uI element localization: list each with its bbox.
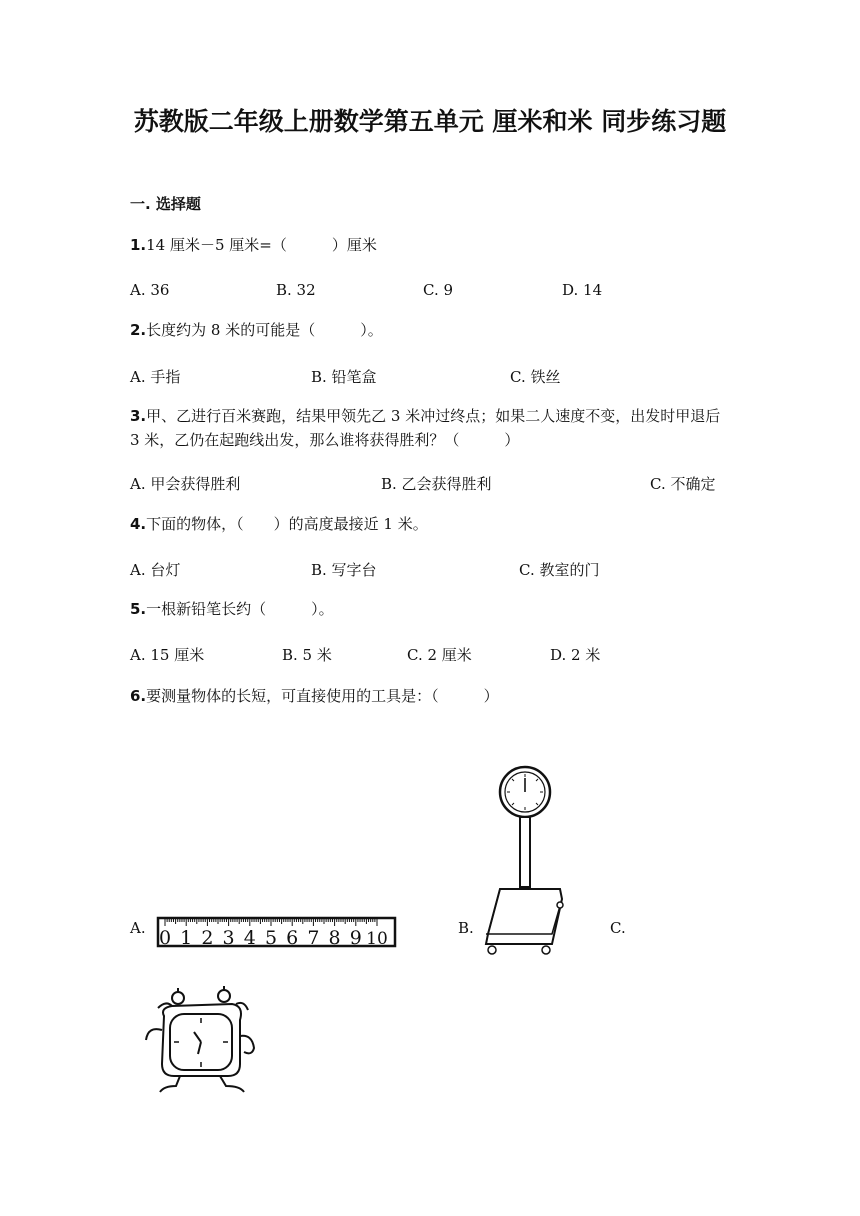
ruler-digit: 2 <box>201 927 214 949</box>
weighing-scale-icon <box>480 762 570 958</box>
ruler-digit: 10 <box>366 929 388 949</box>
q6-option-a[interactable]: A. <box>130 919 146 937</box>
q4-option-a[interactable]: A. 台灯 <box>130 561 181 579</box>
alarm-clock-icon <box>140 986 265 1094</box>
question-1 <box>130 233 730 257</box>
ruler-digit: 3 <box>222 927 235 949</box>
question-number: 5. <box>130 600 147 618</box>
question-number: 4. <box>130 515 147 533</box>
question-4 <box>130 512 730 536</box>
q4-option-c[interactable]: C. 教室的门 <box>519 561 600 579</box>
q5-option-c[interactable]: C. 2 厘米 <box>407 646 472 664</box>
ruler-digit: 9 <box>349 927 362 949</box>
q2-option-a[interactable]: A. 手指 <box>130 368 181 386</box>
q3-option-a[interactable]: A. 甲会获得胜利 <box>130 475 241 493</box>
question-number: 1. <box>130 236 147 254</box>
q3-option-c[interactable]: C. 不确定 <box>650 475 716 493</box>
question-3 <box>130 404 730 452</box>
q2-option-b[interactable]: B. 铅笔盒 <box>311 368 377 386</box>
q6-option-b[interactable]: B. <box>458 919 474 937</box>
question-number: 3. <box>130 407 147 425</box>
question-text: 要测量物体的长短，可直接使用的工具是：（ ） <box>146 687 499 705</box>
question-text: 一根新铅笔长约（ ）。 <box>146 600 334 618</box>
ruler-digit: 4 <box>243 927 256 949</box>
question-number: 2. <box>130 321 147 339</box>
ruler-digit: 0 <box>158 927 172 949</box>
q5-option-d[interactable]: D. 2 米 <box>550 646 601 664</box>
ruler-digit: 6 <box>286 927 299 949</box>
q3-option-b[interactable]: B. 乙会获得胜利 <box>381 475 492 493</box>
page-title: 苏教版二年级上册数学第五单元 厘米和米 同步练习题 <box>133 107 727 136</box>
q2-option-c[interactable]: C. 铁丝 <box>510 368 561 386</box>
question-text: 14 厘米－5 厘米=（ ）厘米 <box>146 236 377 254</box>
q1-option-b[interactable]: B. 32 <box>276 281 316 299</box>
question-5 <box>130 597 730 621</box>
q5-option-b[interactable]: B. 5 米 <box>282 646 332 664</box>
ruler-digit: 5 <box>264 927 278 949</box>
section-heading: 一. 选择题 <box>130 195 201 213</box>
ruler-icon <box>155 914 399 950</box>
question-text: 下面的物体，（ ）的高度最接近 1 米。 <box>146 515 428 533</box>
question-text: 甲、乙进行百米赛跑，结果甲领先乙 3 米冲过终点；如果二人速度不变，出发时甲退后 3 米，乙仍在起跑线出发，那么谁将获得胜利？（ ） <box>130 407 721 449</box>
question-2 <box>130 318 730 342</box>
ruler-digit: 8 <box>328 927 341 949</box>
ruler-digit: 7 <box>307 927 320 949</box>
question-text: 长度约为 8 米的可能是（ ）。 <box>146 321 383 339</box>
question-number: 6. <box>130 687 147 705</box>
ruler-digit: 1 <box>180 927 193 949</box>
q4-option-b[interactable]: B. 写字台 <box>311 561 377 579</box>
q5-option-a[interactable]: A. 15 厘米 <box>130 646 205 664</box>
q1-option-a[interactable]: A. 36 <box>130 281 170 299</box>
q1-option-c[interactable]: C. 9 <box>423 281 454 299</box>
question-6 <box>130 684 730 708</box>
q6-option-c[interactable]: C. <box>610 919 626 937</box>
q1-option-d[interactable]: D. 14 <box>562 281 603 299</box>
